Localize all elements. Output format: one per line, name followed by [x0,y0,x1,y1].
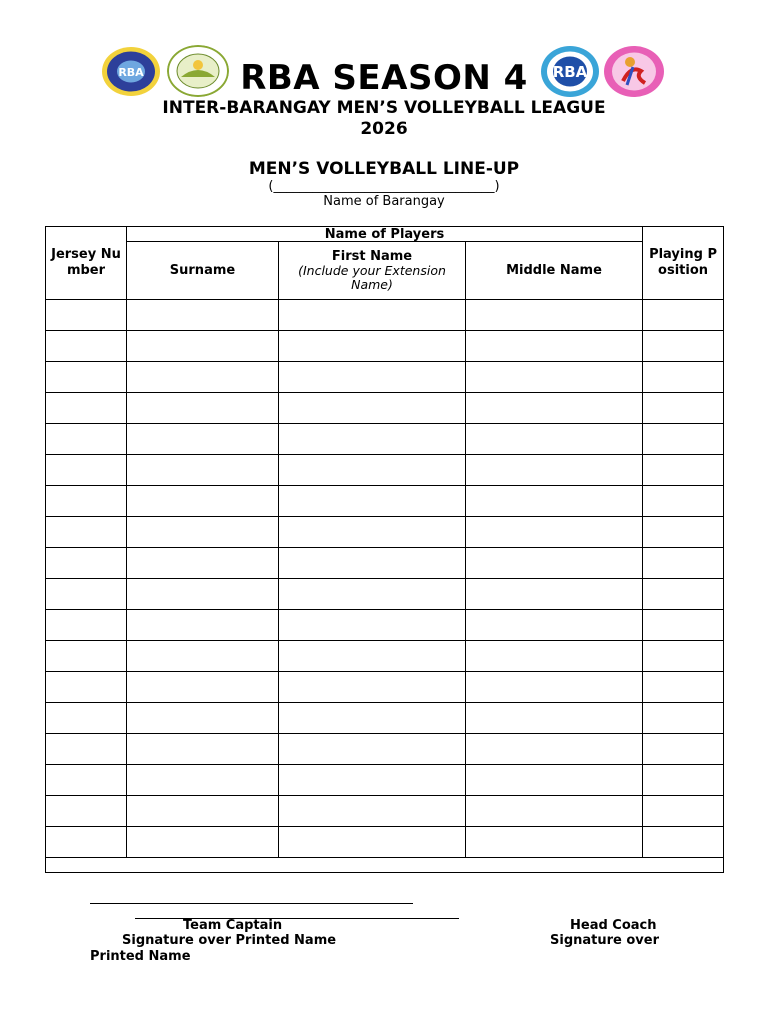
cell-first-name[interactable] [279,362,466,393]
cell-middle-name[interactable] [466,796,643,827]
header-first-name-note: (Include your Extension Name) [298,263,446,292]
table-row [46,672,724,703]
cell-playing-position[interactable] [643,579,724,610]
coach-signature-caption-cont: Printed Name [90,949,191,964]
cell-middle-name[interactable] [466,765,643,796]
cell-middle-name[interactable] [466,641,643,672]
cell-middle-name[interactable] [466,703,643,734]
cell-first-name[interactable] [279,672,466,703]
cell-surname[interactable] [127,610,279,641]
header-jersey-number [46,227,127,300]
cell-first-name[interactable] [279,393,466,424]
cell-playing-position[interactable] [643,827,724,858]
header-middle-name: Middle Name [466,242,643,300]
table-footer-cell [46,858,724,873]
captain-signature-caption: Signature over Printed Name [122,933,337,948]
cell-playing-position[interactable] [643,362,724,393]
cell-surname[interactable] [127,703,279,734]
cell-playing-position[interactable] [643,393,724,424]
cell-first-name[interactable] [279,486,466,517]
cell-surname[interactable] [127,393,279,424]
table-row [46,641,724,672]
cell-surname[interactable] [127,455,279,486]
cell-jersey-number[interactable] [46,362,127,393]
cell-middle-name[interactable] [466,672,643,703]
header-name-of-players: Name of Players [127,227,643,242]
cell-playing-position[interactable] [643,455,724,486]
cell-jersey-number[interactable] [46,548,127,579]
cell-middle-name[interactable] [466,362,643,393]
season-year: 2026 [360,119,408,139]
cell-first-name[interactable] [279,641,466,672]
header-playing-position-label: Playing Position [649,247,717,278]
cell-middle-name[interactable] [466,393,643,424]
cell-first-name[interactable] [279,424,466,455]
cell-surname[interactable] [127,300,279,331]
page-title: RBA SEASON 4 [240,58,528,98]
table-row [46,300,724,331]
cell-middle-name[interactable] [466,734,643,765]
cell-first-name[interactable] [279,579,466,610]
cell-playing-position[interactable] [643,610,724,641]
cell-middle-name[interactable] [466,331,643,362]
cell-playing-position[interactable] [643,300,724,331]
cell-surname[interactable] [127,548,279,579]
table-row [46,393,724,424]
cell-first-name[interactable] [279,796,466,827]
coach-signature-caption: Signature over [550,933,660,948]
table-row [46,734,724,765]
header-jersey-number-label: Jersey Number [51,247,121,278]
cell-surname[interactable] [127,486,279,517]
table-footer-row [46,858,724,873]
cell-playing-position[interactable] [643,672,724,703]
cell-middle-name[interactable] [466,517,643,548]
header-playing-position [643,227,724,300]
cell-jersey-number[interactable] [46,300,127,331]
coach-title: Head Coach [570,918,657,933]
table-row [46,796,724,827]
cell-surname[interactable] [127,734,279,765]
table-row [46,765,724,796]
cell-first-name[interactable] [279,455,466,486]
cell-jersey-number[interactable] [46,486,127,517]
cell-first-name[interactable] [279,517,466,548]
cell-jersey-number[interactable] [46,455,127,486]
cell-middle-name[interactable] [466,455,643,486]
cell-jersey-number[interactable] [46,517,127,548]
cell-playing-position[interactable] [643,517,724,548]
cell-middle-name[interactable] [466,300,643,331]
barangay-name-field[interactable]: (__________________________________) [268,179,500,194]
lineup-table [45,226,724,873]
cell-jersey-number[interactable] [46,393,127,424]
cell-jersey-number[interactable] [46,579,127,610]
table-row [46,424,724,455]
cell-surname[interactable] [127,827,279,858]
table-row [46,486,724,517]
cell-jersey-number[interactable] [46,424,127,455]
cell-middle-name[interactable] [466,424,643,455]
cell-jersey-number[interactable] [46,765,127,796]
table-row [46,362,724,393]
cell-surname[interactable] [127,424,279,455]
header-surname: Surname [127,242,279,300]
cell-middle-name[interactable] [466,827,643,858]
table-row [46,827,724,858]
barangay-name-label: Name of Barangay [323,194,445,209]
cell-jersey-number[interactable] [46,703,127,734]
cell-surname[interactable] [127,579,279,610]
rba-logo-left-text: RBA [118,66,144,79]
cell-playing-position[interactable] [643,331,724,362]
cell-middle-name[interactable] [466,486,643,517]
cell-first-name[interactable] [279,703,466,734]
cell-surname[interactable] [127,362,279,393]
cell-first-name[interactable] [279,300,466,331]
cell-surname[interactable] [127,765,279,796]
cell-first-name[interactable] [279,610,466,641]
cell-surname[interactable] [127,517,279,548]
lineup-table-body [46,300,724,873]
table-row [46,455,724,486]
captain-title: Team Captain [183,918,283,933]
cell-first-name[interactable] [279,827,466,858]
cell-jersey-number[interactable] [46,827,127,858]
header-first-name-label: First Name [331,249,413,264]
cell-middle-name[interactable] [466,548,643,579]
cell-jersey-number[interactable] [46,734,127,765]
table-row [46,517,724,548]
table-row [46,331,724,362]
cell-playing-position[interactable] [643,548,724,579]
cell-jersey-number[interactable] [46,796,127,827]
form-title: MEN’S VOLLEYBALL LINE-UP [248,159,520,179]
rba-logo-right-text: RBA [552,63,588,81]
cell-jersey-number[interactable] [46,672,127,703]
table-row [46,610,724,641]
cell-jersey-number[interactable] [46,641,127,672]
cell-surname[interactable] [127,672,279,703]
cell-middle-name[interactable] [466,579,643,610]
table-row [46,548,724,579]
cell-first-name[interactable] [279,734,466,765]
cell-playing-position[interactable] [643,641,724,672]
cell-playing-position[interactable] [643,486,724,517]
cell-playing-position[interactable] [643,765,724,796]
cell-playing-position[interactable] [643,796,724,827]
cell-first-name[interactable] [279,765,466,796]
cell-first-name[interactable] [279,548,466,579]
cell-surname[interactable] [127,796,279,827]
cell-playing-position[interactable] [643,734,724,765]
cell-jersey-number[interactable] [46,331,127,362]
cell-first-name[interactable] [279,331,466,362]
table-row [46,579,724,610]
table-row [46,703,724,734]
cell-middle-name[interactable] [466,610,643,641]
cell-playing-position[interactable] [643,424,724,455]
cell-playing-position[interactable] [643,703,724,734]
cell-surname[interactable] [127,641,279,672]
cell-surname[interactable] [127,331,279,362]
captain-signature-line[interactable] [90,903,413,904]
cell-jersey-number[interactable] [46,610,127,641]
league-title: INTER-BARANGAY MEN’S VOLLEYBALL LEAGUE [162,98,606,118]
header-first-name [279,242,466,300]
